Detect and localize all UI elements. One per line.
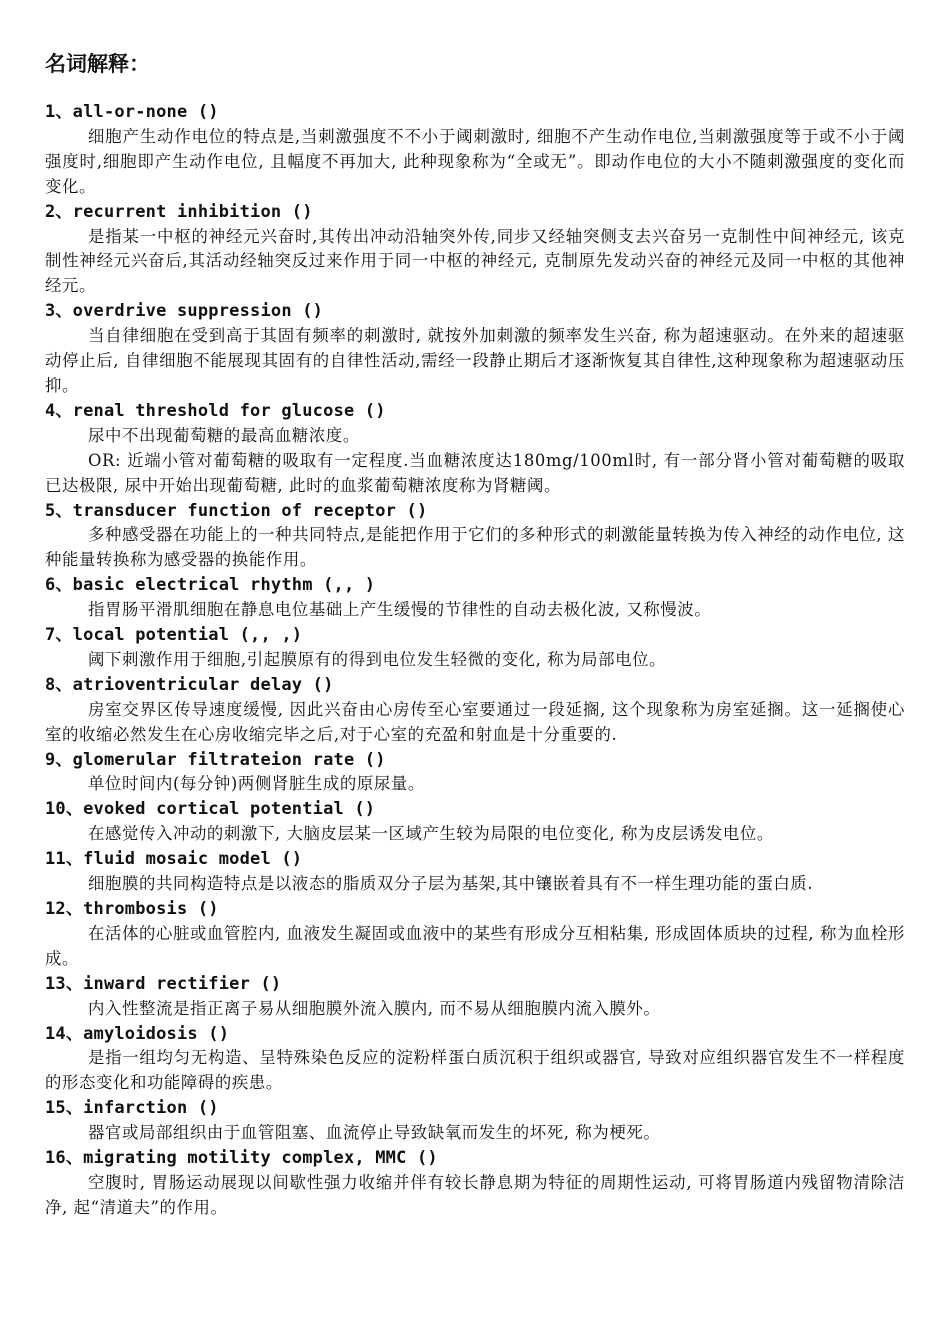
glossary-entry — [45, 623, 905, 673]
glossary-term: 5、transducer function of receptor () — [45, 500, 428, 521]
glossary-definition: 是指某一中枢的神经元兴奋时,其传出冲动沿轴突外传,同步又经轴突侧支去兴奋另一克制性中间神经元, 该克制性神经元兴奋后,其活动经轴突反过来作用于同一中枢的神经元, 克制原先发动兴奋的神经元及同一中枢的其他神经元。 — [45, 226, 905, 296]
glossary-definition: OR: 近端小管对葡萄糖的吸取有一定程度.当血糖浓度达180mg/100ml时, 有一部分肾小管对葡萄糖的吸取已达极限, 尿中开始出现葡萄糖, 此时的血浆葡萄糖浓度称为肾糖阈。 — [45, 450, 905, 495]
glossary-term: 8、atrioventricular delay () — [45, 674, 334, 695]
glossary-entry — [45, 847, 905, 897]
glossary-definition: 细胞膜的共同构造特点是以液态的脂质双分子层为基架,其中镶嵌着具有不一样生理功能的蛋白质. — [88, 874, 814, 894]
glossary-term: 13、inward rectifier () — [45, 973, 282, 994]
glossary-entry — [45, 1146, 905, 1221]
glossary-term: 3、overdrive suppression () — [45, 301, 324, 322]
glossary-definition: 空腹时, 胃肠运动展现以间歇性强力收缩并伴有较长静息期为特征的周期性运动, 可将胃肠道内残留物清除洁净, 起“清道夫”的作用。 — [45, 1172, 905, 1217]
glossary-entry — [45, 499, 905, 574]
glossary-term: 7、local potential (,, ,) — [45, 625, 303, 646]
glossary-term: 12、thrombosis () — [45, 899, 219, 919]
glossary-term: 15、infarction () — [45, 1098, 219, 1119]
glossary-definition: 多种感受器在功能上的一种共同特点,是能把作用于它们的多种形式的刺激能量转换为传入神经的动作电位, 这种能量转换称为感受器的换能作用。 — [45, 525, 905, 570]
glossary-definition: 内入性整流是指正离子易从细胞膜外流入膜内, 而不易从细胞膜内流入膜外。 — [88, 998, 661, 1018]
glossary-definition: 是指一组均匀无构造、呈特殊染色反应的淀粉样蛋白质沉积于组织或器官, 导致对应组织器官发生不一样程度的形态变化和功能障碍的疾患。 — [45, 1048, 905, 1093]
glossary-definition: 当自律细胞在受到高于其固有频率的刺激时, 就按外加刺激的频率发生兴奋, 称为超速驱动。在外来的超速驱动停止后, 自律细胞不能展现其固有的自律性活动,需经一段静止期后才逐渐恢复其自律性,这种现象称为超速驱动压抑。 — [45, 326, 905, 395]
glossary-definition: 单位时间内(每分钟)两侧肾脏生成的原尿量。 — [88, 774, 425, 794]
glossary-definition: 指胃肠平滑肌细胞在静息电位基础上产生缓慢的节律性的自动去极化波, 又称慢波。 — [88, 600, 712, 620]
glossary-term: 1、all-or-none () — [45, 102, 219, 122]
glossary-definition: 阈下刺激作用于细胞,引起膜原有的得到电位发生轻微的变化, 称为局部电位。 — [88, 649, 667, 669]
glossary-definition: 细胞产生动作电位的特点是,当刺激强度不不小于阈刺激时, 细胞不产生动作电位,当刺激强度等于或不小于阈强度时,细胞即产生动作电位, 且幅度不再加大, 此种现象称为“全或无”。即动作电位的大小不随刺激强度的变化而变化。 — [45, 126, 905, 196]
glossary-entry — [45, 299, 905, 399]
glossary-list — [45, 100, 905, 1221]
glossary-entry — [45, 100, 905, 200]
glossary-entry — [45, 797, 905, 847]
glossary-term: 11、fluid mosaic model () — [45, 849, 303, 870]
glossary-definition: 在活体的心脏或血管腔内, 血液发生凝固或血液中的某些有形成分互相粘集, 形成固体质块的过程, 称为血栓形成。 — [45, 923, 905, 968]
glossary-entry — [45, 1096, 905, 1146]
glossary-term: 16、migrating motility complex, MMC () — [45, 1148, 438, 1169]
glossary-entry — [45, 897, 905, 972]
glossary-entry — [45, 972, 905, 1022]
glossary-entry — [45, 1022, 905, 1097]
glossary-term: 6、basic electrical rhythm (,, ) — [45, 575, 376, 596]
glossary-term: 4、renal threshold for glucose () — [45, 400, 386, 421]
glossary-definition: 器官或局部组织由于血管阻塞、血流停止导致缺氧而发生的坏死, 称为梗死。 — [88, 1123, 661, 1143]
glossary-definition: 在感觉传入冲动的刺激下, 大脑皮层某一区域产生较为局限的电位变化, 称为皮层诱发电位。 — [88, 824, 774, 844]
glossary-term: 14、amyloidosis () — [45, 1023, 230, 1044]
glossary-entry — [45, 399, 905, 499]
glossary-entry — [45, 200, 905, 300]
glossary-term: 2、recurrent inhibition () — [45, 201, 313, 222]
glossary-definition: 尿中不出现葡萄糖的最高血糖浓度。 — [88, 425, 360, 445]
page-title: 名词解释： — [45, 52, 150, 76]
glossary-definition: 房室交界区传导速度缓慢, 因此兴奋由心房传至心室要通过一段延搁, 这个现象称为房室延搁。这一延搁使心室的收缩必然发生在心房收缩完毕之后,对于心室的充盈和射血是十分重要的. — [45, 699, 905, 744]
glossary-term: 9、glomerular filtrateion rate () — [45, 749, 386, 770]
glossary-entry — [45, 573, 905, 623]
glossary-entry — [45, 673, 905, 748]
glossary-term: 10、evoked cortical potential () — [45, 799, 376, 820]
glossary-entry — [45, 748, 905, 798]
